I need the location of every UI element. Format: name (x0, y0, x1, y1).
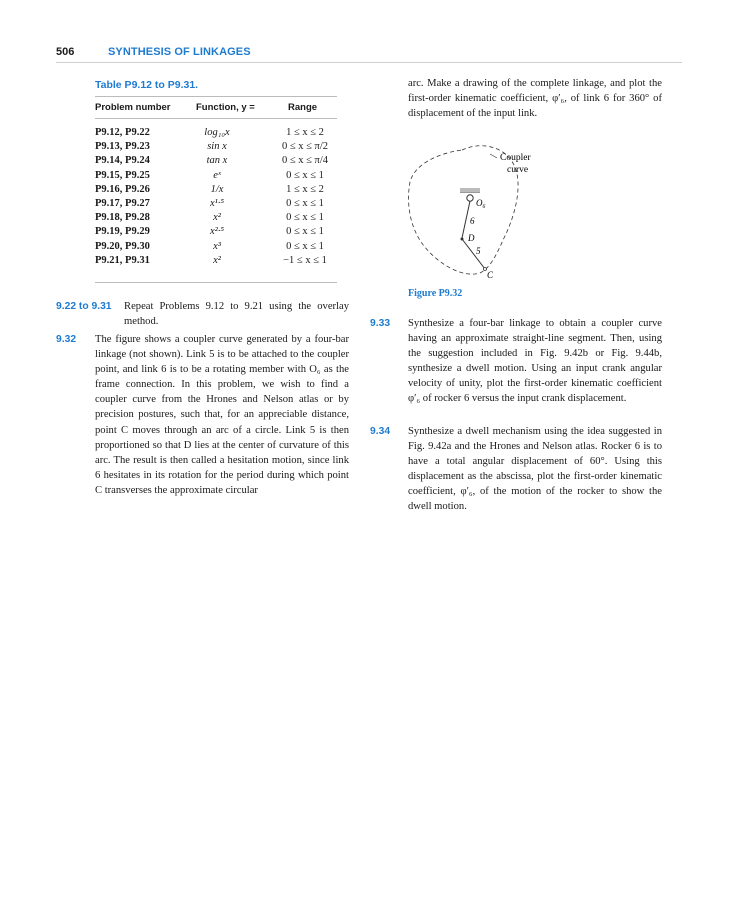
cell-problem: P9.17, P9.27 (95, 197, 150, 209)
problem-number-933: 9.33 (370, 318, 391, 329)
cell-problem: P9.15, P9.25 (95, 169, 150, 181)
figure-p932 (404, 138, 554, 283)
cell-range: −1 ≤ x ≤ 1 (283, 254, 327, 266)
pivot-o6 (467, 195, 473, 201)
cell-problem: P9.21, P9.31 (95, 254, 150, 266)
header-rule (56, 62, 682, 63)
problem-number-934: 9.34 (370, 426, 391, 437)
cell-function: x¹·⁵ (209, 197, 225, 209)
figure-caption: Figure P9.32 (408, 288, 463, 299)
problem-933-text: Synthesize a four-bar linkage to obtain a coupler curve having an approximate straight-line segment. Then, using the suggestion included in Fig. 9.42b or Fig. 9.44b, synthesize a dwell motion. Using an input crank angular velocity of unity, plot the first-order kinematic coefficient φ′₆ of rocker 6 versus the input crank displacement. (408, 318, 662, 405)
table-body (95, 126, 340, 268)
cell-problem: P9.16, P9.26 (95, 183, 150, 195)
label-link-6: 6 (470, 216, 475, 226)
label-o6: O₆ (476, 198, 486, 208)
table-row (95, 225, 340, 239)
problem-number-932: 9.32 (56, 334, 77, 345)
leader-line (490, 154, 497, 158)
cell-range: 0 ≤ x ≤ 1 (286, 240, 324, 252)
table-rule-bottom (95, 282, 337, 283)
table-row (95, 183, 340, 197)
label-c: C (487, 270, 494, 280)
table-row (95, 254, 340, 268)
table-row (95, 154, 340, 168)
table-title: Table P9.12 to P9.31. (95, 79, 199, 91)
cell-problem: P9.14, P9.24 (95, 155, 150, 167)
table-row (95, 240, 340, 254)
cell-function: 1/x (210, 183, 224, 195)
cell-range: 0 ≤ x ≤ 1 (286, 169, 324, 181)
problem-932-continued: arc. Make a drawing of the complete linkage, and plot the first-order kinematic coefficient, φ′₆, of link 6 for 360° of displacement of the input link. (408, 78, 662, 120)
running-head: SYNTHESIS OF LINKAGES (108, 46, 251, 58)
table-row (95, 140, 340, 154)
problem-934-text: Synthesize a dwell mechanism using the idea suggested in Fig. 9.42a and the Hrones and Nelson atlas. Rocker 6 is to have a total angular displacement of 60°. Using this displacement as the abscissa, plot the first-order kinematic coefficient, φ′₆, of the motion of the rocker to show the dwell motion. (408, 426, 662, 513)
cell-function: x² (213, 212, 221, 224)
cell-problem: P9.20, P9.30 (95, 240, 150, 252)
table-rule-top (95, 96, 337, 97)
link-5 (462, 239, 485, 269)
cell-problem: P9.18, P9.28 (95, 212, 150, 224)
table-rule-mid (95, 118, 337, 119)
table-header-range: Range (288, 102, 318, 113)
label-link-5: 5 (476, 246, 481, 256)
label-d: D (468, 233, 475, 243)
cell-problem: P9.19, P9.29 (95, 226, 150, 238)
table-row (95, 197, 340, 211)
cell-problem: P9.12, P9.22 (95, 127, 150, 138)
cell-range: 0 ≤ x ≤ 1 (286, 226, 324, 238)
cell-function: log₁₀x (204, 127, 230, 138)
table-row (95, 169, 340, 183)
label-curve: curve (507, 165, 529, 175)
problem-932-text: The figure shows a coupler curve generated by a four-bar linkage (not shown). Link 5 is to be attached to the coupler point, and link 6 is to be a rotating member with O₆ as the frame connection. In this problem, we wish to find a coupler curve from the Hrones and Nelson atlas or by precision postures, such that, for an appreciable distance, point C moves through an arc of a circle. Link 5 is then proportioned so that D lies at the center of curvature of this arc. The result is then called a hesitation motion, since link 6 hesitates in its rotation for the period during which point C transverses the approximate circular (95, 334, 349, 496)
page-number: 506 (56, 46, 75, 58)
cell-range: 0 ≤ x ≤ π/2 (282, 141, 328, 153)
ground-hatch (460, 188, 480, 192)
table-header-function: Function, y = (196, 102, 255, 113)
cell-function: sin x (207, 141, 227, 153)
table-row (95, 211, 340, 225)
problem-922-text (124, 299, 349, 329)
cell-range: 1 ≤ x ≤ 2 (286, 127, 324, 138)
table-row (95, 126, 340, 140)
page-header (56, 46, 682, 62)
cell-range: 1 ≤ x ≤ 2 (286, 183, 324, 195)
label-coupler: Coupler (500, 153, 531, 163)
cell-function: tan x (206, 155, 228, 167)
table-header-problem: Problem number (95, 102, 171, 113)
cell-range: 0 ≤ x ≤ 1 (286, 197, 324, 209)
problem-number-922: 9.22 to 9.31 (56, 301, 112, 312)
problem-922-body: Repeat Problems 9.12 to 9.21 using the overlay method. (124, 301, 349, 328)
cell-range: 0 ≤ x ≤ π/4 (282, 155, 328, 167)
coupler-curve (409, 146, 519, 274)
cell-problem: P9.13, P9.23 (95, 141, 150, 153)
cell-function: x² (213, 254, 221, 266)
cell-function: x³ (213, 240, 221, 252)
cell-range: 0 ≤ x ≤ 1 (286, 212, 324, 224)
cell-function: x²·⁵ (209, 226, 225, 238)
cell-function: eˣ (213, 169, 221, 181)
